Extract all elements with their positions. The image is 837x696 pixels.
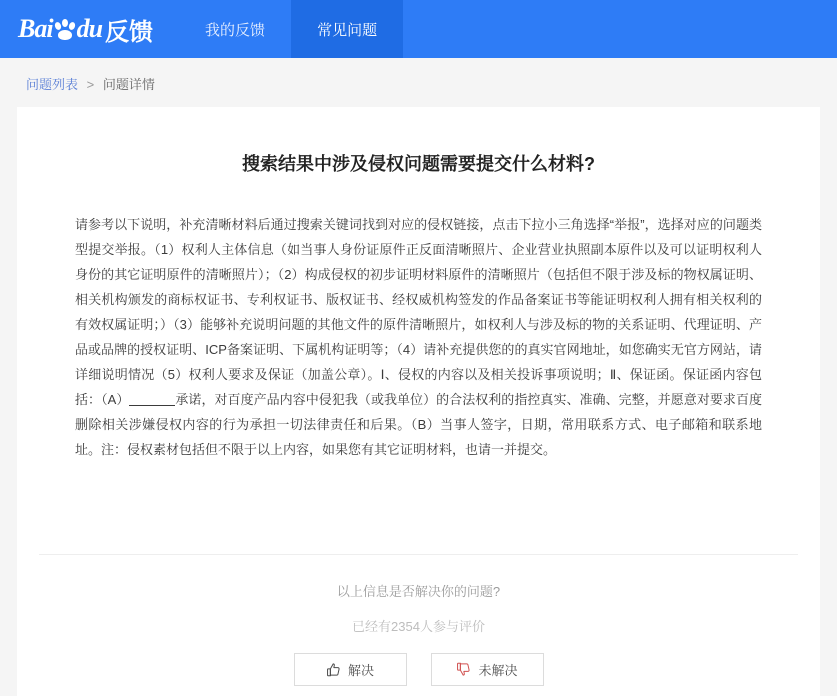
thumbs-down-icon xyxy=(456,662,471,677)
article-paragraph-part1: 请参考以下说明，补充清晰材料后通过搜索关键词找到对应的侵权链接，点击下拉小三角选择“举报”，选择对应的问题类型提交举报。（1）权利人主体信息（如当事人身份证原件正反面清晰照片、企业营业执照副本原件以及可以证明权利人身份的其它证明原件的清晰照片）；（2）构成侵权的初步证明材料原件的清晰照片（包括但不限于涉及标的物权属证明、相关机构颁发的商标权证书、专利权证书、版权证书、经权威机构签发的作品备案证书等能证明权利人拥有相关权利的有效权属证明；）（3）能够补充说明问题的其他文件的原件清晰照片，如权利人与涉及标的物的关系证明、代理证明、产品或品牌的授权证明、ICP备案证明、下属机构证明等；（4）请补充提供您的的真实官网地址，如您确实无官方网站，请详细说明情况（5）权利人要求及保证（加盖公章）。Ⅰ、侵权的内容以及相关投诉事项说明；Ⅱ、保证函。保证函内容包括：（A） xyxy=(75,217,762,407)
breadcrumb-separator: > xyxy=(86,77,95,92)
thumbs-up-icon xyxy=(326,662,341,677)
article-paragraph-part2: 承诺，对百度产品内容中侵犯我（或我单位）的合法权利的指控真实、准确、完整，并愿意对要求百度删除相关涉嫌侵权内容的行为承担一切法律责任和后果。（B）当事人签字，日期，常用联系方式、电子邮箱和联系地址。注：侵权素材包括但不限于以上内容，如果您有其它证明材料，也请一并提交。 xyxy=(75,392,762,457)
tab-faq-label: 常见问题 xyxy=(317,21,378,39)
tab-faq[interactable] xyxy=(291,0,403,58)
main-nav xyxy=(179,0,403,58)
logo-text-du: du xyxy=(76,14,103,43)
article-card xyxy=(17,107,820,696)
logo-text-bai: Bai xyxy=(18,14,53,43)
unsolved-button[interactable] xyxy=(431,653,544,686)
logo-brand-suffix: 反馈 xyxy=(105,18,154,46)
feedback-buttons xyxy=(17,653,820,686)
breadcrumb xyxy=(0,58,837,107)
tab-my-feedback-label: 我的反馈 xyxy=(205,21,266,39)
feedback-question: 以上信息是否解决你的问题? xyxy=(336,584,501,599)
solved-button-label: 解决 xyxy=(347,663,374,678)
unsolved-button-label: 未解决 xyxy=(478,663,518,678)
app-header xyxy=(0,0,837,58)
feedback-section xyxy=(17,555,820,686)
article-body xyxy=(17,178,820,462)
baidu-paw-icon xyxy=(54,18,76,40)
solved-button[interactable] xyxy=(294,653,407,686)
tab-my-feedback[interactable] xyxy=(179,0,291,58)
feedback-participation-count: 已经有2354人参与评价 xyxy=(352,619,485,634)
breadcrumb-current: 问题详情 xyxy=(102,77,155,92)
page-title: 搜索结果中涉及侵权问题需要提交什么材料? xyxy=(242,154,595,174)
baidu-logo[interactable] xyxy=(0,0,179,58)
breadcrumb-link-question-list[interactable]: 问题列表 xyxy=(26,77,79,92)
article-fill-in-blank xyxy=(129,405,175,406)
